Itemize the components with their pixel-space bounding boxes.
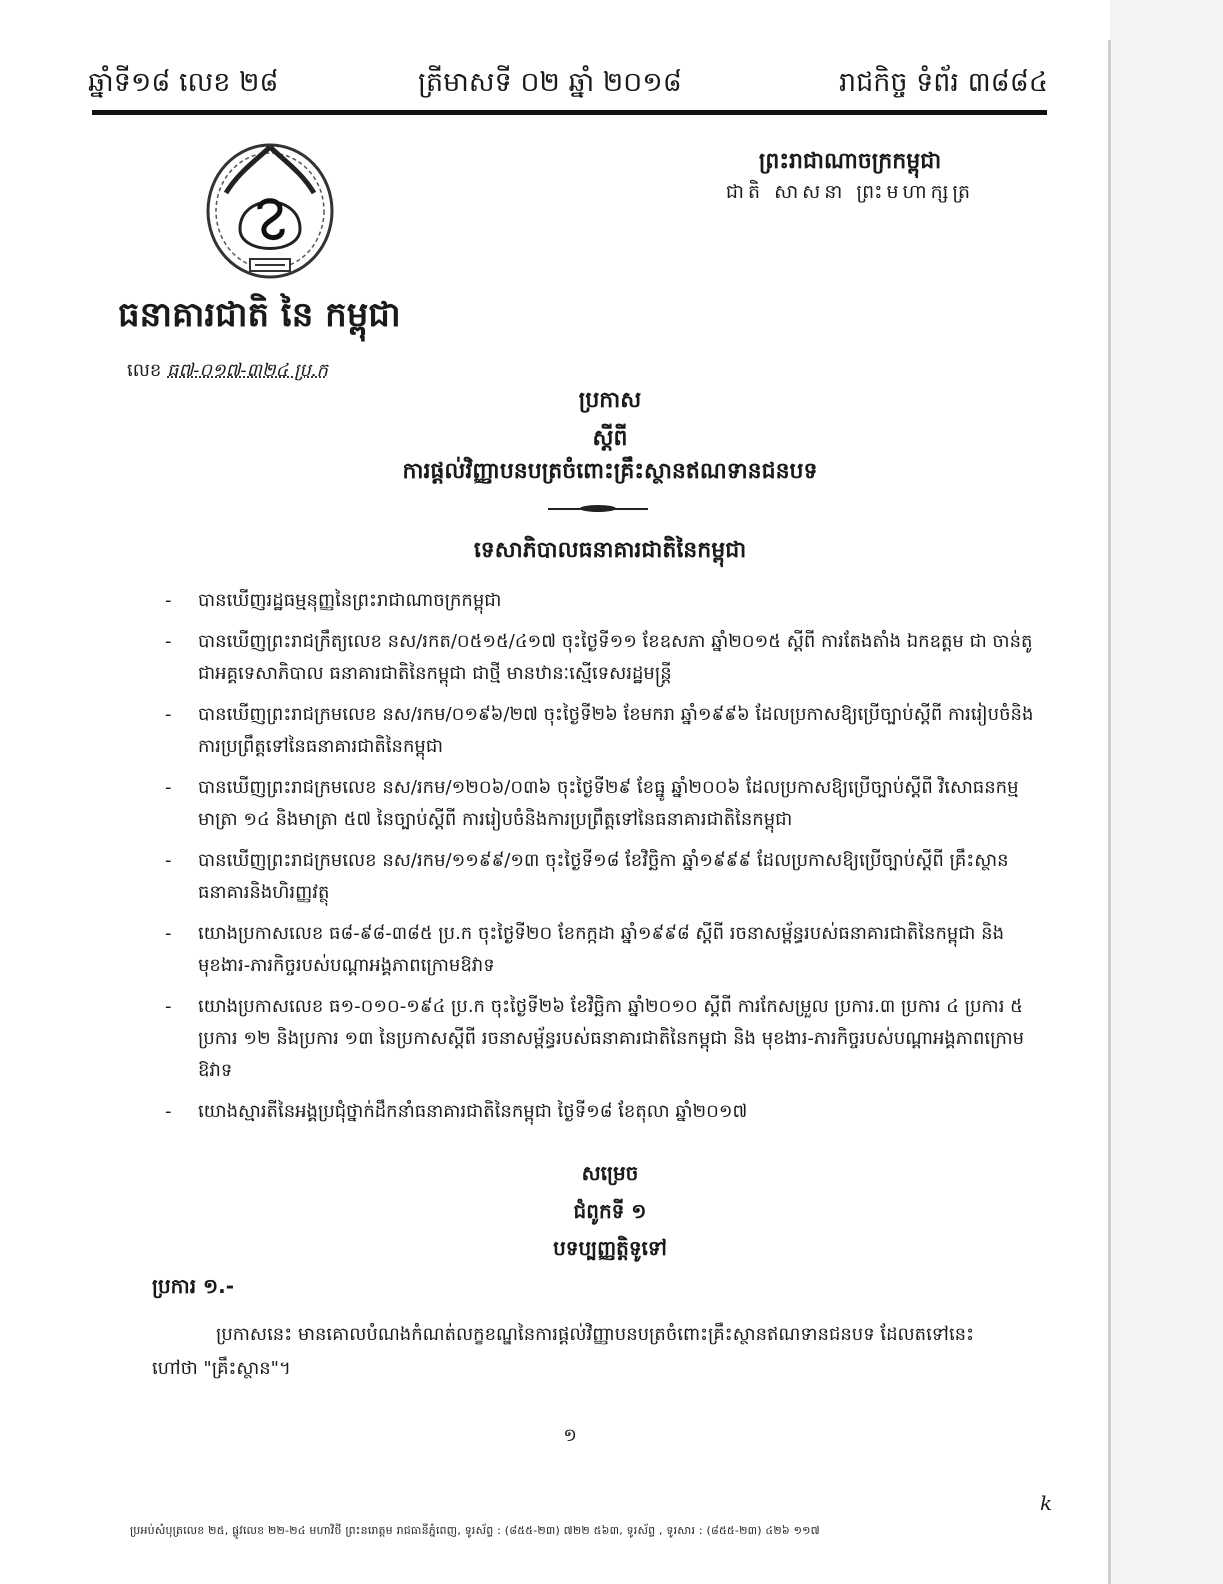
kingdom-heading: [700, 147, 1000, 207]
reference-number: ធ៧-០១៧-៣២៤ ប្រ.ក: [167, 360, 328, 381]
legal-basis-item: - យោងប្រកាសលេខ ធ៨-៩៨-៣៨៥ ប្រ.ក ចុះថ្ងៃទី២០ ខែកក្កដា ឆ្នាំ១៩៩៨ ស្តីពី រចនាសម្ព័ន្ធរបស់ធនាគារជាតិនៃកម្ពុជា និងមុខងារ-ភារកិច្ចរបស់បណ្តាអង្គភាពក្រោមឱវាទ: [165, 918, 1035, 982]
gazette-quarter: ត្រីមាសទី ០២ ឆ្នាំ ២០១៨: [418, 67, 682, 98]
national-motto: ជាតិ សាសនា ព្រះមហាក្សត្រ: [725, 181, 975, 203]
legal-basis-item: - បានឃើញព្រះរាជក្រមលេខ នស/រកម/១១៩៩/១៣ ចុះថ្ងៃទី១៨ ខែវិច្ឆិកា ឆ្នាំ១៩៩៩ ដែលប្រកាសឱ្យប្រើច្បាប់ស្តីពី គ្រឹះស្ថានធនាគារនិងហិរញ្ញវត្ថុ: [165, 845, 1035, 909]
handwritten-margin-mark: k: [1040, 1491, 1053, 1515]
document-type: ប្រកាស: [578, 388, 642, 413]
document-about: ស្តីពី: [592, 426, 628, 451]
title-divider-ornament: [580, 505, 616, 512]
header-rule: [92, 110, 1047, 115]
reference-line: [127, 358, 328, 385]
decision-heading: សម្រេច: [581, 1161, 639, 1185]
footer-address: ប្រអប់សំបុត្រលេខ ២៥, ផ្លូវលេខ ២២-២៤ មហាវិថី ព្រះនរោត្តម រាជធានីភ្នំពេញ, ទូរស័ព្ទ : (៨៥៥-២៣) ៧២២ ៥៦៣, ទូរស័ព្ទ , ទូរសារ : (៨៥៥-២៣) ៤២៦ ១១៧: [130, 1524, 820, 1537]
document-subject: ការផ្តល់វិញ្ញាបនបត្រចំពោះគ្រឹះស្ថានឥណទានជនបទ: [402, 459, 818, 484]
page-number: ១: [563, 1425, 577, 1446]
legal-basis-item: - យោងស្មារតីនៃអង្គប្រជុំថ្នាក់ដឹកនាំធនាគារជាតិនៃកម្ពុជា ថ្ងៃទី១៨ ខែតុលា ឆ្នាំ២០១៧: [165, 1096, 1035, 1128]
chapter-number: ជំពូកទី ១: [573, 1199, 647, 1223]
legal-basis-item: - បានឃើញព្រះរាជក្រឹត្យលេខ នស/រកត/០៥១៥/៤១៧ ចុះថ្ងៃទី១១ ខែឧសភា ឆ្នាំ២០១៥ ស្តីពី ការតែងតាំង ឯកឧត្តម ជា ចាន់តូ ជាអគ្គទេសាភិបាល ធនាគារជាតិនៃកម្ពុជា ជាថ្មី មានឋានៈស្មើទេសរដ្ឋមន្ត្រី: [165, 626, 1035, 690]
national-bank-emblem-icon: [200, 133, 340, 283]
legal-basis-item: - បានឃើញព្រះរាជក្រមលេខ នស/រកម/០១៩៦/២៧ ចុះថ្ងៃទី២៦ ខែមករា ឆ្នាំ១៩៩៦ ដែលប្រកាសឱ្យប្រើច្បាប់ស្តីពី ការរៀបចំនិងការប្រព្រឹត្តទៅនៃធនាគារជាតិនៃកម្ពុជា: [165, 699, 1035, 763]
kingdom-name: ព្រះរាជាណាចក្រកម្ពុជា: [758, 149, 942, 174]
gazette-issue: ឆ្នាំទី១៨ លេខ ២៨: [88, 67, 279, 98]
scan-edge-line: [1108, 40, 1111, 1584]
scan-margin: [1110, 0, 1223, 1584]
gazette-header: [88, 58, 1048, 110]
legal-basis-item: - បានឃើញរដ្ឋធម្មនុញ្ញនៃព្រះរាជាណាចក្រកម្ពុជា: [165, 585, 1035, 617]
legal-basis-item: - យោងប្រកាសលេខ ធ១-០១០-១៩៤ ប្រ.ក ចុះថ្ងៃទី២៦ ខែវិច្ឆិកា ឆ្នាំ២០១០ ស្តីពី ការកែសម្រួល ប្រការ.៣ ប្រការ ៤ ប្រការ ៥ ប្រការ ១២ និងប្រការ ១៣ នៃប្រកាសស្តីពី រចនាសម្ព័ន្ធរបស់ធនាគារជាតិនៃកម្ពុជា និង មុខងារ-ភារកិច្ចរបស់បណ្តាអង្គភាពក្រោមឱវាទ: [165, 991, 1035, 1087]
issuer-bank-name: ធនាគារជាតិ នៃ កម្ពុជា: [118, 295, 401, 335]
article-body: ប្រកាសនេះ មានគោលបំណងកំណត់លក្ខខណ្ឌនៃការផ្តល់វិញ្ញាបនបត្រចំពោះគ្រឹះស្ថានឥណទានជនបទ ដែលតទៅនេះហៅថា "គ្រឹះស្ថាន"។: [152, 1324, 974, 1379]
gazette-page-ref: រាជកិច្ច ទំព័រ ៣៨៨៤: [839, 67, 1048, 98]
chapter-title: បទប្បញ្ញត្តិទូទៅ: [553, 1236, 667, 1260]
legal-basis-item: - បានឃើញព្រះរាជក្រមលេខ នស/រកម/១២០៦/០៣៦ ចុះថ្ងៃទី២៩ ខែធ្នូ ឆ្នាំ២០០៦ ដែលប្រកាសឱ្យប្រើច្បាប់ស្តីពី វិសោធនកម្មមាត្រា ១៤ និងមាត្រា ៥៧ នៃច្បាប់ស្តីពី ការរៀបចំនិងការប្រព្រឹត្តទៅនៃធនាគារជាតិនៃកម្ពុជា: [165, 772, 1035, 836]
legal-basis-list: [165, 585, 1035, 1137]
article-label: ប្រការ ១.-: [152, 1274, 235, 1298]
reference-prefix: លេខ: [127, 360, 162, 381]
issuer-title: ទេសាភិបាលធនាគារជាតិនៃកម្ពុជា: [473, 538, 747, 563]
